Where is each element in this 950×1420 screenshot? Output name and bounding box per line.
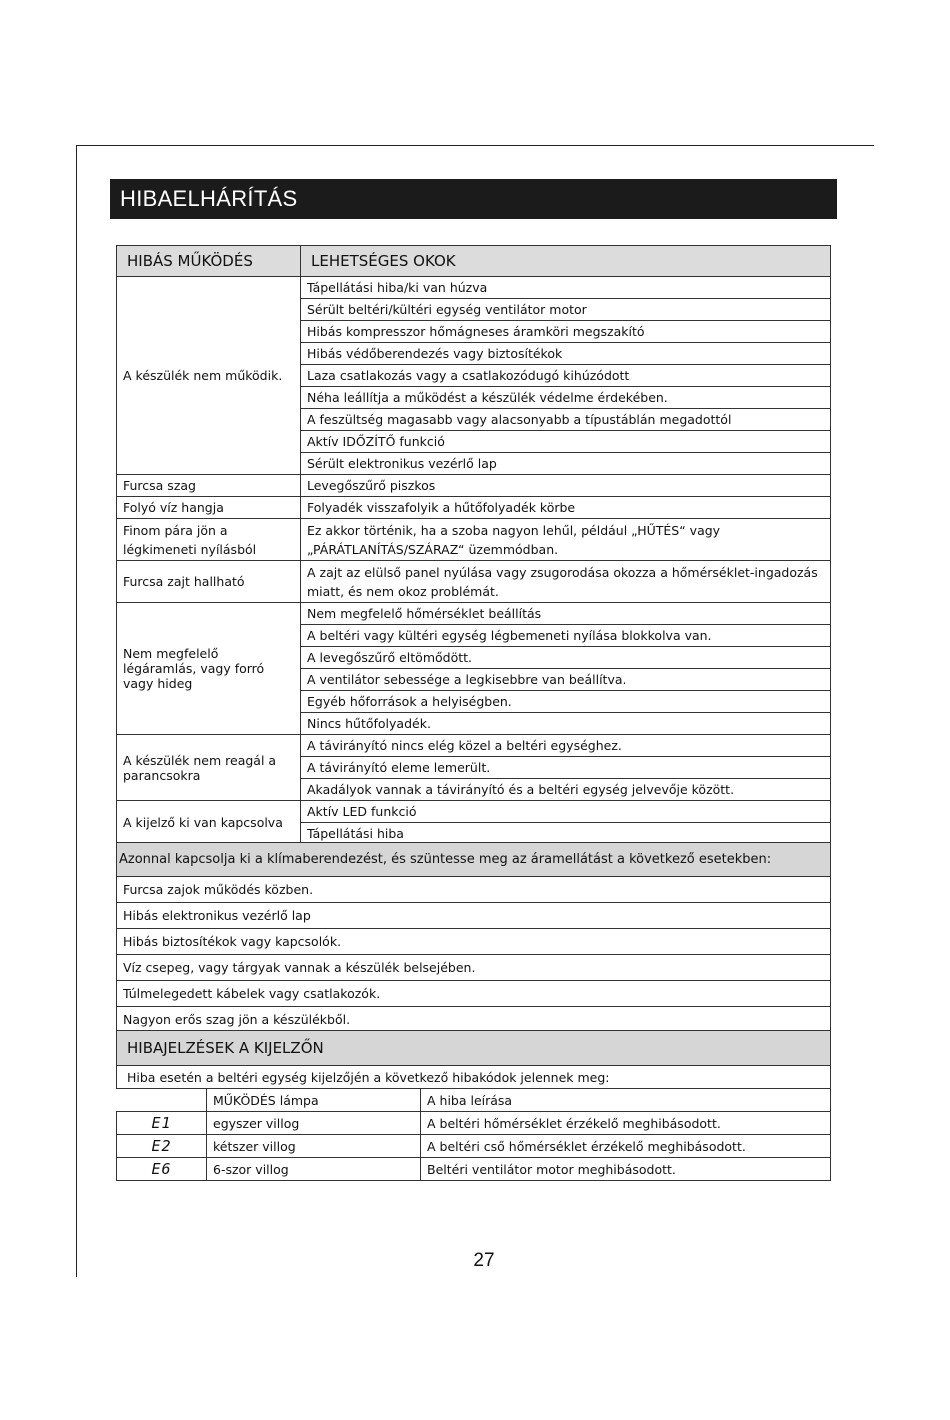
- description-column-header: A hiba leírása: [421, 1089, 831, 1112]
- symptom-cell: Finom pára jön a légkimeneti nyílásból: [117, 519, 301, 561]
- section-title: HIBAELHÁRÍTÁS: [110, 179, 837, 219]
- cause-cell: Levegőszűrő piszkos: [301, 475, 831, 497]
- immediate-shutdown-item: Furcsa zajok működés közben.: [117, 877, 831, 903]
- error-codes-intro-row: [117, 1066, 831, 1089]
- immediate-shutdown-row: [117, 955, 831, 981]
- error-codes-column-row: [117, 1089, 831, 1112]
- symptom-cell: Furcsa szag: [117, 475, 301, 497]
- cause-cell: Tápellátási hiba: [301, 823, 831, 845]
- cause-cell: A levegőszűrő eltömődött.: [301, 647, 831, 669]
- cause-cell: Folyadék visszafolyik a hűtőfolyadék körbe: [301, 497, 831, 519]
- error-description-cell: A beltéri hőmérséklet érzékelő meghibásodott.: [421, 1112, 831, 1135]
- immediate-shutdown-row: [117, 877, 831, 903]
- troubleshooting-row: [117, 603, 831, 625]
- immediate-shutdown-row: [117, 981, 831, 1007]
- cause-cell: A távirányító eleme lemerült.: [301, 757, 831, 779]
- troubleshooting-row: [117, 735, 831, 757]
- error-code-column-empty: [117, 1089, 207, 1112]
- immediate-shutdown-header: Azonnal kapcsolja ki a klímaberendezést, és szüntesse meg az áramellátást a következő esetekben:: [117, 843, 831, 877]
- immediate-shutdown-item: Víz csepeg, vagy tárgyak vannak a készülék belsejében.: [117, 955, 831, 981]
- troubleshooting-row: [117, 475, 831, 497]
- immediate-shutdown-row: [117, 903, 831, 929]
- symptom-cell: Folyó víz hangja: [117, 497, 301, 519]
- immediate-shutdown-item: Hibás biztosítékok vagy kapcsolók.: [117, 929, 831, 955]
- page-frame-left-rule: [76, 145, 77, 1277]
- error-lamp-cell: 6-szor villog: [207, 1158, 421, 1181]
- immediate-shutdown-row: [117, 929, 831, 955]
- error-codes-header: HIBAJELZÉSEK A KIJELZŐN: [117, 1031, 831, 1066]
- page-number: 27: [473, 1250, 495, 1271]
- symptom-column-header: HIBÁS MŰKÖDÉS: [117, 246, 301, 277]
- cause-cell: A ventilátor sebessége a legkisebbre van beállítva.: [301, 669, 831, 691]
- error-description-cell: Beltéri ventilátor motor meghibásodott.: [421, 1158, 831, 1181]
- lamp-column-header: MŰKÖDÉS lámpa: [207, 1089, 421, 1112]
- troubleshooting-table-body: [117, 246, 831, 845]
- cause-cell: Nem megfelelő hőmérséklet beállítás: [301, 603, 831, 625]
- error-code-row: [117, 1158, 831, 1181]
- cause-cell: Hibás védőberendezés vagy biztosítékok: [301, 343, 831, 365]
- cause-cell: Akadályok vannak a távirányító és a beltéri egység jelvevője között.: [301, 779, 831, 801]
- error-codes-intro: Hiba esetén a beltéri egység kijelzőjén a következő hibakódok jelennek meg:: [117, 1066, 831, 1089]
- troubleshooting-row: [117, 519, 831, 561]
- immediate-shutdown-item: Hibás elektronikus vezérlő lap: [117, 903, 831, 929]
- error-description-cell: A beltéri cső hőmérséklet érzékelő meghibásodott.: [421, 1135, 831, 1158]
- error-lamp-cell: kétszer villog: [207, 1135, 421, 1158]
- cause-cell: Néha leállítja a működést a készülék védelme érdekében.: [301, 387, 831, 409]
- immediate-shutdown-item: Nagyon erős szag jön a készülékből.: [117, 1007, 831, 1033]
- error-code-glyph: E2: [117, 1135, 207, 1158]
- immediate-shutdown-row: [117, 1007, 831, 1033]
- cause-cell: Aktív IDŐZÍTŐ funkció: [301, 431, 831, 453]
- error-lamp-cell: egyszer villog: [207, 1112, 421, 1135]
- troubleshooting-header-row: [117, 246, 831, 277]
- cause-cell: A feszültség magasabb vagy alacsonyabb a típustáblán megadottól: [301, 409, 831, 431]
- troubleshooting-row: [117, 277, 831, 299]
- troubleshooting-row: [117, 561, 831, 603]
- symptom-cell: Nem megfelelő légáramlás, vagy forró vagy hideg: [117, 603, 301, 735]
- symptom-cell: A készülék nem működik.: [117, 277, 301, 475]
- page-frame-top-rule: [76, 145, 874, 146]
- symptom-cell: A kijelző ki van kapcsolva: [117, 801, 301, 845]
- error-codes-table: [116, 1030, 831, 1181]
- cause-cell: Hibás kompresszor hőmágneses áramköri megszakító: [301, 321, 831, 343]
- immediate-shutdown-header-row: [117, 843, 831, 877]
- error-codes-body: [117, 1031, 831, 1181]
- cause-cell: Tápellátási hiba/ki van húzva: [301, 277, 831, 299]
- immediate-shutdown-table: [116, 842, 831, 1033]
- cause-cell: Sérült elektronikus vezérlő lap: [301, 453, 831, 475]
- symptom-cell: Furcsa zajt hallható: [117, 561, 301, 603]
- cause-cell: Egyéb hőforrások a helyiségben.: [301, 691, 831, 713]
- error-codes-header-row: [117, 1031, 831, 1066]
- cause-cell: Laza csatlakozás vagy a csatlakozódugó kihúzódott: [301, 365, 831, 387]
- error-code-row: [117, 1112, 831, 1135]
- causes-column-header: LEHETSÉGES OKOK: [301, 246, 831, 277]
- troubleshooting-row: [117, 801, 831, 823]
- immediate-shutdown-item: Túlmelegedett kábelek vagy csatlakozók.: [117, 981, 831, 1007]
- troubleshooting-row: [117, 497, 831, 519]
- symptom-cell: A készülék nem reagál a parancsokra: [117, 735, 301, 801]
- error-code-glyph: E6: [117, 1158, 207, 1181]
- error-code-row: [117, 1135, 831, 1158]
- cause-cell: A beltéri vagy kültéri egység légbemeneti nyílása blokkolva van.: [301, 625, 831, 647]
- cause-cell: Nincs hűtőfolyadék.: [301, 713, 831, 735]
- immediate-shutdown-body: [117, 843, 831, 1033]
- cause-cell: A távirányító nincs elég közel a beltéri egységhez.: [301, 735, 831, 757]
- troubleshooting-table: [116, 245, 831, 845]
- cause-cell: Ez akkor történik, ha a szoba nagyon lehűl, például „HŰTÉS“ vagy „PÁRÁTLANÍTÁS/SZÁRAZ“ üzemmódban.: [301, 519, 831, 561]
- cause-cell: A zajt az elülső panel nyúlása vagy zsugorodása okozza a hőmérséklet-ingadozás miatt, és nem okoz problémát.: [301, 561, 831, 603]
- cause-cell: Aktív LED funkció: [301, 801, 831, 823]
- error-code-glyph: E1: [117, 1112, 207, 1135]
- cause-cell: Sérült beltéri/kültéri egység ventilátor motor: [301, 299, 831, 321]
